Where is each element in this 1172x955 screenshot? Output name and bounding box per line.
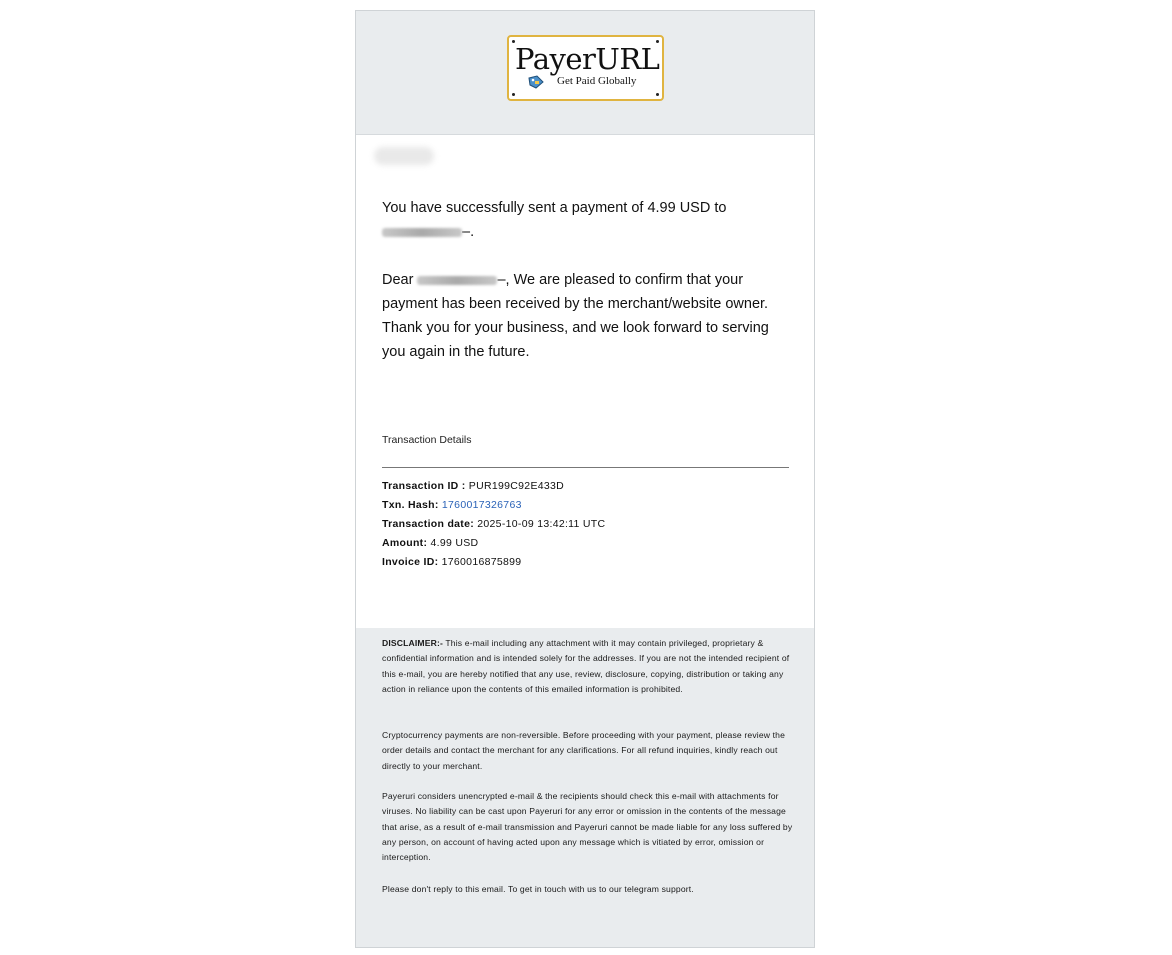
divider [382, 467, 789, 468]
confirmation-message [382, 268, 792, 364]
redacted-greeting [374, 147, 434, 165]
amount-row [382, 537, 478, 549]
amount-value: 4.99 USD [430, 537, 479, 549]
disclaimer-text: This e-mail including any attachment with it may contain privileged, proprietary & confidential information and is intended solely for the addresses. If you are not the intended recipient of this e-mail, you are hereby notified that any use, review, disclosure, copying, distribution or taking any action in reliance upon the contents of this emailed information is prohibited. [382, 638, 790, 694]
invoice-id-value: 1760016875899 [441, 556, 522, 568]
payment-sent-message [382, 196, 792, 244]
transaction-date-row [382, 518, 605, 530]
confirmation-text: –, We are pleased to confirm that your payment has been received by the merchant/website owner. Thank you for your business, and we look forward to serving you again in the future. [382, 272, 769, 360]
liability-notice: Payeruri considers unencrypted e-mail & the recipients should check this e-mail with attachments for viruses. No liability can be cast upon Payeruri for any error or omission in the contents of the message that arise, as a result of e-mail transmission and Payeruri cannot be made liable for any loss suffered by any person, on account of having acted upon any message which is vitiated by error, omission or interception. [382, 791, 793, 863]
txn-hash-row [382, 499, 522, 511]
row-label: Transaction ID : [382, 480, 466, 492]
transaction-id-value: PUR199C92E433D [468, 480, 565, 492]
logo-tagline: Get Paid Globally [557, 75, 637, 87]
row-label: Amount: [382, 537, 428, 549]
payment-sent-text: You have successfully sent a payment of 4.99 USD to [382, 200, 727, 216]
email-container [355, 10, 815, 948]
logo-corner-dot [656, 93, 659, 96]
logo-wordmark: PayerURL [515, 42, 660, 76]
invoice-id-row [382, 556, 521, 568]
row-label: Invoice ID: [382, 556, 439, 568]
redacted-name [417, 276, 497, 285]
logo-corner-dot [512, 93, 515, 96]
row-label: Txn. Hash: [382, 499, 439, 511]
email-footer [356, 628, 814, 947]
txn-hash-link[interactable]: 1760017326763 [441, 499, 522, 511]
payerurl-logo[interactable] [507, 35, 664, 101]
disclaimer-paragraph [382, 636, 794, 697]
transaction-date-value: 2025-10-09 13:42:11 UTC [477, 518, 606, 530]
payment-sent-suffix: –. [462, 224, 475, 240]
transaction-details-title: Transaction Details [382, 434, 472, 446]
row-label: Transaction date: [382, 518, 475, 530]
transaction-id-row [382, 480, 564, 492]
dear-text: Dear [382, 272, 414, 288]
email-body [356, 135, 814, 629]
redacted-recipient [382, 228, 462, 237]
disclaimer-label: DISCLAIMER:- [382, 638, 443, 648]
email-header [356, 11, 814, 135]
crypto-notice: Cryptocurrency payments are non-reversible. Before proceeding with your payment, please review the order details and contact the merchant for any clarifications. For all refund inquiries, kindly reach out directly to your merchant. [382, 730, 786, 771]
no-reply-notice: Please don't reply to this email. To get in touch with us to our telegram support. [382, 884, 694, 894]
price-tag-icon [527, 75, 545, 89]
